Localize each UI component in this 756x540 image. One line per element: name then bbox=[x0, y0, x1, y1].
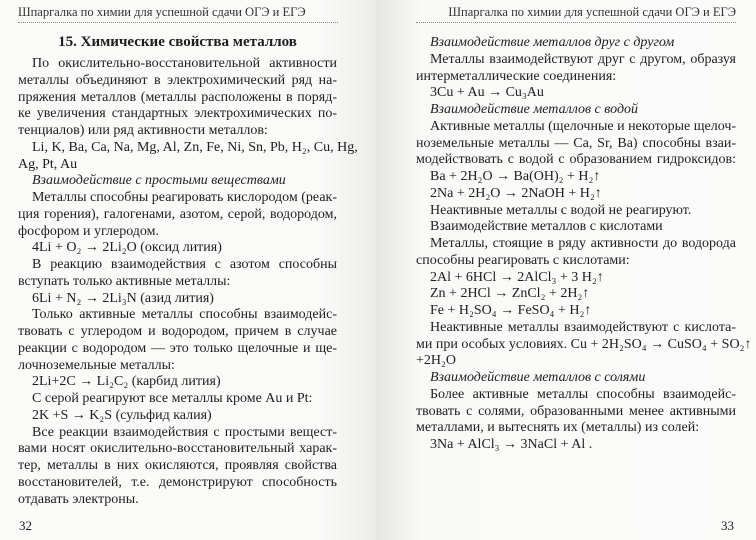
text-line: Fe + H₂SO₄ → FeSO₄ + H₂↑ bbox=[430, 303, 592, 318]
text-line: отдавать электроны. bbox=[18, 491, 139, 507]
text-line: +2H₂O bbox=[416, 353, 456, 369]
text-line: Взаимодействие металлов с кислотами bbox=[430, 219, 663, 235]
running-head: Шпаргалка по химии для успешной сдачи ОГЭ и ЕГЭ bbox=[448, 5, 736, 19]
text-line: фосфором и углеродом. bbox=[18, 223, 160, 239]
left-page bbox=[0, 0, 376, 540]
text-line: металлы объединяют в электрохимический ряд на- bbox=[18, 72, 337, 88]
page-number: 32 bbox=[19, 518, 32, 533]
text-line: Неактивные металлы с водой не реагируют. bbox=[430, 202, 692, 218]
text-line: 2Al + 6HCl → 2AlCl₃ + 3 H₂↑ bbox=[430, 269, 604, 285]
text-line: По окислительно-восстановительной активности bbox=[32, 56, 337, 71]
text-line: вступать только активные металлы: bbox=[18, 273, 231, 289]
text-line: ке увеличения стандартных электрохимических по- bbox=[18, 106, 337, 122]
text-line: 3Cu + Au → Cu₃Au bbox=[430, 85, 544, 101]
section-title: 15. Химические свойства металлов bbox=[58, 34, 297, 50]
text-line: 2K +S → K₂S (сульфид калия) bbox=[32, 407, 212, 423]
text-line: Активные металлы (щелочные и некоторые щелоч- bbox=[430, 118, 737, 134]
text-line: С серой реагируют все металлы кроме Au и Pt: bbox=[32, 391, 313, 406]
text-line: вами носят окислительно-восстановительный харак- bbox=[18, 441, 337, 457]
text-line: пряжения металлов (металлы расположены в поряд- bbox=[18, 89, 337, 105]
text-line: ноземельные металлы — Ca, Sr, Ba) способны взаи- bbox=[416, 135, 736, 151]
right-page bbox=[376, 0, 756, 540]
text-line: ми при особых условиях. Cu + 2H₂SO₄ → CuSO₄ + SO₂↑ bbox=[416, 336, 752, 352]
header-divider bbox=[416, 22, 736, 23]
text-line: Все реакции взаимодействия с простыми вещест- bbox=[32, 424, 337, 440]
subheading: Взаимодействие с простыми веществами bbox=[32, 173, 286, 189]
text-line: способны реагировать с кислотами: bbox=[416, 252, 630, 268]
text-line: тер, металлы в них окисляются, проявляя свойства bbox=[18, 458, 337, 473]
text-line: Металлы, стоящие в ряду активности до водорода bbox=[430, 236, 736, 251]
text-line: ция горения), галогенами, азотом, серой, водородом, bbox=[18, 206, 337, 222]
text-line: 2Na + 2H₂O → 2NaOH + H₂↑ bbox=[430, 185, 602, 201]
text-line: 2Li+2C → Li₂C₂ (карбид лития) bbox=[32, 374, 221, 390]
text-line: Более активные металлы способны взаимодейс- bbox=[430, 386, 736, 402]
subheading: Взаимодействие металлов с водой bbox=[430, 102, 639, 117]
text-line: Металлы взаимодействуют друг с другом, образуя bbox=[430, 51, 736, 67]
text-line: 3Na + AlCl₃ → 3NaCl + Al . bbox=[430, 437, 593, 452]
text-line: реакции с водородом — это только щелочные и ще- bbox=[18, 340, 337, 356]
text-line: Неактивные металлы взаимодействуют с кислота- bbox=[430, 319, 736, 335]
text-line: В реакцию взаимодействия с азотом способны bbox=[32, 257, 337, 272]
running-head: Шпаргалка по химии для успешной сдачи ОГЭ и ЕГЭ bbox=[18, 5, 306, 19]
text-line: Металлы способны реагировать кислородом (реак- bbox=[32, 190, 337, 205]
text-line: Ba + 2H₂O → Ba(OH)₂ + H₂↑ bbox=[430, 169, 601, 184]
text-line: твовать с солями, образованными менее активными bbox=[416, 403, 736, 419]
text-line: лочноземельные металлы: bbox=[18, 357, 175, 373]
text-line: 4Li + O₂ → 2Li₂O (оксид лития) bbox=[32, 240, 222, 256]
text-line: тенциалов) или ряд активности металлов: bbox=[18, 123, 268, 138]
text-line: Ag, Pt, Au bbox=[18, 156, 78, 172]
subheading: Взаимодействие металлов друг с другом bbox=[430, 35, 675, 50]
page-number: 33 bbox=[721, 518, 734, 533]
subheading: Взаимодействие металлов с солями bbox=[430, 370, 646, 385]
text-line: модействовать с водой с образованием гидроксидов: bbox=[416, 152, 736, 168]
text-line: Li, K, Ba, Ca, Na, Mg, Al, Zn, Fe, Ni, Sn, Pb, H₂, Cu, Hg, bbox=[32, 139, 358, 155]
text-line: восстановителей, т.е. демонстрируют способность bbox=[18, 474, 337, 490]
text-line: Только активные металлы способны взаимодейс- bbox=[32, 307, 337, 323]
text-line: Zn + 2HCl → ZnCl₂ + 2H₂↑ bbox=[430, 286, 590, 302]
text-line: твовать с углеродом и водородом, причем в случае bbox=[18, 324, 337, 339]
header-divider bbox=[18, 22, 338, 23]
text-line: интерметаллические соединения: bbox=[416, 68, 617, 84]
text-line: 6Li + N₂ → 2Li₃N (азид лития) bbox=[32, 290, 214, 306]
text-line: металлами, и вытеснять их (металлы) из солей: bbox=[416, 420, 700, 436]
